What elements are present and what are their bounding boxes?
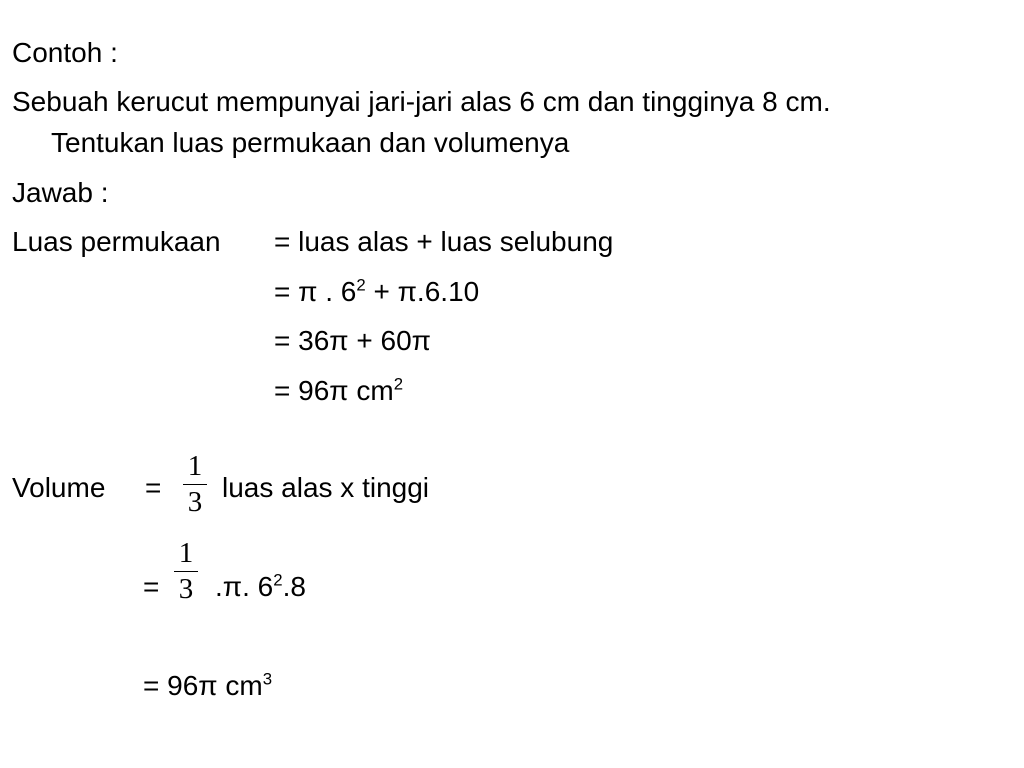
answer-label: Jawab : <box>12 177 109 208</box>
volume-step-2 <box>215 570 306 604</box>
heading-contoh: Contoh : <box>12 37 118 68</box>
volume-label: Volume <box>12 472 106 503</box>
surface-area-step-2-prefix: = π . 6 <box>274 276 357 307</box>
fraction-2-bar <box>174 571 198 572</box>
surface-area-step-4-exponent: 2 <box>393 374 404 394</box>
surface-area-label: Luas permukaan <box>12 226 221 257</box>
surface-area-step-4 <box>274 374 403 408</box>
surface-area-step-1: = luas alas + luas selubung <box>274 226 614 257</box>
volume-result-prefix: = 96π cm <box>143 670 263 701</box>
volume-equals-1: = <box>145 472 162 503</box>
fraction-one-third-1 <box>181 451 209 517</box>
surface-area-step-2-exponent: 2 <box>356 275 366 295</box>
volume-step-2-suffix: .8 <box>282 571 306 602</box>
fraction-2-numerator: 1 <box>178 537 194 569</box>
surface-area-step-2-suffix: + π.6.10 <box>365 276 480 307</box>
volume-result-exponent: 3 <box>262 669 273 689</box>
problem-line-2: Tentukan luas permukaan dan volumenya <box>51 127 570 158</box>
volume-step-1: luas alas x tinggi <box>222 472 430 503</box>
volume-step-2-exponent: 2 <box>273 570 283 590</box>
fraction-2-denominator: 3 <box>178 573 194 605</box>
volume-result <box>143 669 272 703</box>
volume-equals-2: = <box>143 571 160 602</box>
surface-area-step-4-prefix: = 96π cm <box>274 375 394 406</box>
fraction-1-bar <box>183 484 207 485</box>
surface-area-step-3: = 36π + 60π <box>274 325 431 356</box>
volume-step-2-prefix: .π. 6 <box>215 571 274 602</box>
fraction-1-denominator: 3 <box>187 486 203 518</box>
fraction-1-numerator: 1 <box>187 450 203 482</box>
problem-line-1: Sebuah kerucut mempunyai jari-jari alas 6 cm dan tingginya 8 cm. <box>12 86 831 117</box>
surface-area-step-2 <box>274 275 479 309</box>
fraction-one-third-2 <box>172 538 200 604</box>
